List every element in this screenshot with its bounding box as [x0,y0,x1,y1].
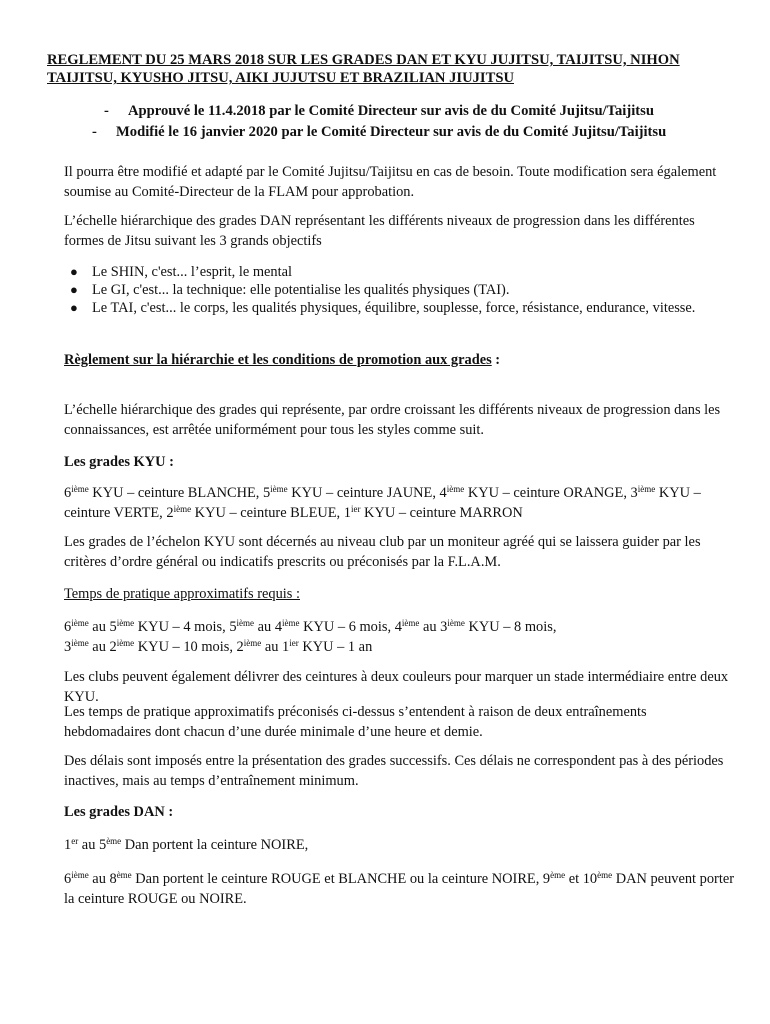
practice-times-paragraph: 6ième au 5ième KYU – 4 mois, 5ième au 4ième KYU – 6 mois, 4ième au 3ième KYU – 8 mois, 3ième au 2ième KYU – 10 mois, 2ième au $1^{ier}$ KYU – 1 an [64,618,557,655]
kyu-heading: Les grades KYU : [64,454,174,470]
reglement-heading-text: Règlement sur la hiérarchie et les conditions de promotion aux grades [64,352,492,368]
approval-dash: - [104,103,109,119]
bullet-icon: ● [70,282,78,297]
dan-black-belt-paragraph: 1er au 5ème Dan portent la ceinture NOIRE, [64,836,309,853]
kyu-belts-paragraph: 6ième KYU – ceinture BLANCHE, 5ième KYU – ceinture JAUNE, 4ième KYU – ceinture ORANGE, 3ième KYU – ceinture VERTE, 2ième KYU – ceinture BLEUE, $1^{ier}$ KYU – ceinture MARRON [64,484,701,521]
list-item [64,281,736,299]
practice-heading: Temps de pratique approximatifs requis : [64,586,300,602]
list-item-text: Le TAI, c'est... le corps, les qualités physiques, équilibre, souplesse, force, résistance, endurance, vitesse. [92,300,696,316]
list-item [64,299,736,317]
approval-text: Modifié le 16 janvier 2020 par le Comité Directeur sur avis de du Comité Jujitsu/Taijitsu [116,124,667,140]
reglement-heading-suffix: : [491,352,501,368]
scale-paragraph: L’échelle hiérarchique des grades qui représente, par ordre croissant les différents niveaux de progression dans les connaissances, est arrêtée uniformément pour tous les styles comme suit. [64,402,721,438]
objectives-list [64,263,736,317]
approval-item [0,101,770,122]
two-color-paragraph: Les clubs peuvent également délivrer des ceintures à deux couleurs pour marquer un stade intermédiaire entre deux KYU. [64,669,729,705]
reglement-heading [64,351,736,371]
dan-red-belt-paragraph: 6ième au 8ème Dan portent le ceinture ROUGE et BLANCHE ou la ceinture NOIRE, 9ème et 10ème DAN peuvent porter la ceinture ROUGE ou NOIRE. [64,870,734,907]
approval-item [0,122,770,143]
scale-intro-paragraph: L’échelle hiérarchique des grades DAN représentant les différents niveaux de progression dans les différentes formes de Jitsu suivant les 3 grands objectifs [64,213,695,249]
bullet-icon: ● [70,300,78,315]
training-paragraph: Les temps de pratique approximatifs préconisés ci-dessus s’entendent à raison de deux entraînements hebdomadaires dont chacun d’une durée minimale d’une heure et demie. [64,704,647,740]
approval-text: Approuvé le 11.4.2018 par le Comité Directeur sur avis de du Comité Jujitsu/Taijitsu [128,103,654,119]
dan-heading: Les grades DAN : [64,804,174,820]
list-item-text: Le SHIN, c'est... l’esprit, le mental [92,264,293,280]
approval-list [0,101,770,143]
kyu-club-paragraph: Les grades de l’échelon KYU sont décernés au niveau club par un moniteur agréé qui se laissera guider par les critères d’ordre général ou indicatifs prescrits ou préconisés par la F.L.A.M. [64,534,701,570]
bullet-icon: ● [70,264,78,279]
list-item-text: Le GI, c'est... la technique: elle potentialise les qualités physiques (TAI). [92,282,510,298]
approval-dash: - [92,124,97,140]
list-item [64,263,736,281]
intro-paragraph: Il pourra être modifié et adapté par le Comité Jujitsu/Taijitsu en cas de besoin. Toute modification sera également soumise au Comité-Directeur de la FLAM pour approbation. [64,164,717,200]
document-title: REGLEMENT DU 25 MARS 2018 SUR LES GRADES DAN ET KYU JUJITSU, TAIJITSU, NIHON TAIJITSU, KYUSHO JITSU, AIKI JUJUTSU ET BRAZILIAN JIUJITSU [47,52,680,86]
delays-paragraph: Des délais sont imposés entre la présentation des grades successifs. Ces délais ne correspondent pas à des périodes inactives, mais au temps d’entraînement minimum. [64,753,724,789]
